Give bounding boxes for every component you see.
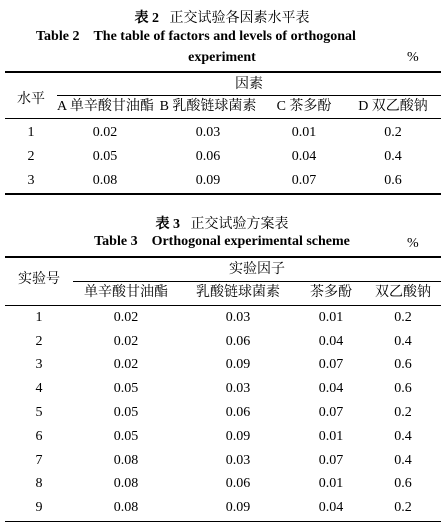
table3-col-1: 单辛酸甘油酯	[84, 285, 168, 300]
table-cell: 0.05	[113, 381, 139, 397]
table2-title-en: The table of factors and levels of orthogonal	[93, 29, 356, 44]
table2-col-b: B 乳酸链球菌素	[159, 99, 257, 114]
table-cell: 0.08	[113, 500, 139, 516]
table3-col-3: 茶多酚	[310, 285, 352, 300]
table-cell: 0.03	[225, 452, 251, 468]
table-row	[5, 377, 441, 401]
table3-col-4: 双乙酸钠	[375, 285, 431, 300]
table3-label-en: Table 3	[94, 234, 138, 249]
table-cell: 0.03	[195, 125, 221, 140]
table3-title-en: Orthogonal experimental scheme	[151, 234, 350, 249]
table-cell: 0.07	[318, 452, 344, 468]
table2-col-a: A 单辛酸甘油酯	[57, 99, 154, 114]
table-cell: 0.08	[113, 476, 139, 492]
table-row	[5, 145, 441, 169]
table2-label-en: Table 2	[36, 29, 80, 44]
table-cell: 0.06	[225, 333, 251, 349]
table3-label-cn: 表 3	[155, 217, 180, 232]
table-cell: 0.06	[225, 405, 251, 421]
table-row	[5, 121, 441, 145]
table3-col-2: 乳酸链球菌素	[196, 285, 280, 300]
table-row	[5, 401, 441, 425]
table-cell: 0.09	[195, 173, 221, 188]
table3-caption-cn	[0, 213, 444, 233]
table-cell: 3	[35, 357, 43, 373]
table-cell: 0.4	[394, 452, 412, 468]
table-row	[5, 169, 441, 193]
table-cell: 0.05	[92, 149, 118, 164]
table2-head-factor: 因素	[235, 77, 263, 92]
table-row	[5, 473, 441, 497]
table-row	[5, 425, 441, 449]
table-cell: 7	[35, 452, 43, 468]
table2-caption-en-line2: experiment	[188, 50, 256, 65]
table-cell: 0.03	[225, 381, 251, 397]
table2-title-cn: 正交试验各因素水平表	[169, 11, 310, 26]
table3-caption-en	[0, 234, 444, 250]
table-cell: 0.04	[318, 381, 344, 397]
table3-head-no: 实验号	[18, 272, 60, 287]
table-cell: 0.01	[291, 125, 317, 140]
table2-header-rule	[5, 118, 441, 119]
table-cell: 0.01	[318, 309, 344, 325]
table-cell: 0.09	[225, 357, 251, 373]
table-cell: 0.6	[394, 357, 412, 373]
table3-unit: %	[407, 236, 419, 251]
table-cell: 0.04	[291, 149, 317, 164]
table2-top-rule	[5, 71, 441, 73]
table2-bottom-rule	[5, 193, 441, 195]
table-cell: 4	[35, 381, 43, 397]
table-cell: 2	[35, 333, 43, 349]
table2-col-c: C 茶多酚	[276, 99, 332, 114]
table-cell: 0.09	[225, 500, 251, 516]
table-cell: 0.09	[225, 428, 251, 444]
table-cell: 5	[35, 405, 43, 421]
table-cell: 0.2	[394, 500, 412, 516]
table-cell: 0.08	[92, 173, 118, 188]
table-cell: 0.05	[113, 428, 139, 444]
table-cell: 1	[27, 125, 35, 140]
table-cell: 0.2	[394, 405, 412, 421]
table-row	[5, 496, 441, 520]
table-cell: 3	[27, 173, 35, 188]
table-cell: 0.4	[384, 149, 402, 164]
table3-factor-rule	[73, 281, 441, 282]
table2-body	[5, 121, 441, 193]
table-row	[5, 306, 441, 330]
table-cell: 0.01	[318, 476, 344, 492]
table-cell: 0.05	[113, 405, 139, 421]
table-row	[5, 449, 441, 473]
table-cell: 0.04	[318, 500, 344, 516]
table-cell: 2	[27, 149, 35, 164]
table-cell: 0.02	[92, 125, 118, 140]
table-cell: 0.01	[318, 428, 344, 444]
table-cell: 0.02	[113, 309, 139, 325]
table-cell: 0.4	[394, 333, 412, 349]
table2-col-d: D 双乙酸钠	[358, 99, 428, 114]
table2-caption-cn	[0, 7, 444, 27]
table-cell: 0.06	[195, 149, 221, 164]
table3-body	[5, 306, 441, 520]
table-cell: 0.6	[384, 173, 402, 188]
table-cell: 0.2	[384, 125, 402, 140]
table-cell: 0.02	[113, 333, 139, 349]
table-cell: 0.04	[318, 333, 344, 349]
table-cell: 0.07	[318, 357, 344, 373]
table3-top-rule	[5, 256, 441, 258]
table2-caption-en-line1	[36, 29, 356, 45]
table-cell: 0.03	[225, 309, 251, 325]
table-cell: 0.6	[394, 476, 412, 492]
table3-head-factor: 实验因子	[229, 262, 285, 277]
table-row	[5, 330, 441, 354]
table3-title-cn: 正交试验方案表	[190, 217, 289, 232]
table-cell: 9	[35, 500, 43, 516]
table-cell: 0.07	[291, 173, 317, 188]
table-cell: 8	[35, 476, 43, 492]
table-cell: 0.02	[113, 357, 139, 373]
table2-head-level: 水平	[17, 92, 45, 107]
table-cell: 0.06	[225, 476, 251, 492]
table2-factor-rule	[57, 95, 441, 96]
table-row	[5, 354, 441, 378]
table-cell: 0.07	[318, 405, 344, 421]
table2-unit: %	[407, 50, 419, 65]
table-cell: 6	[35, 428, 43, 444]
table-cell: 0.4	[394, 428, 412, 444]
table2-label-cn: 表 2	[134, 11, 159, 26]
table-cell: 0.2	[394, 309, 412, 325]
table-cell: 0.6	[394, 381, 412, 397]
table-cell: 1	[35, 309, 43, 325]
table-cell: 0.08	[113, 452, 139, 468]
